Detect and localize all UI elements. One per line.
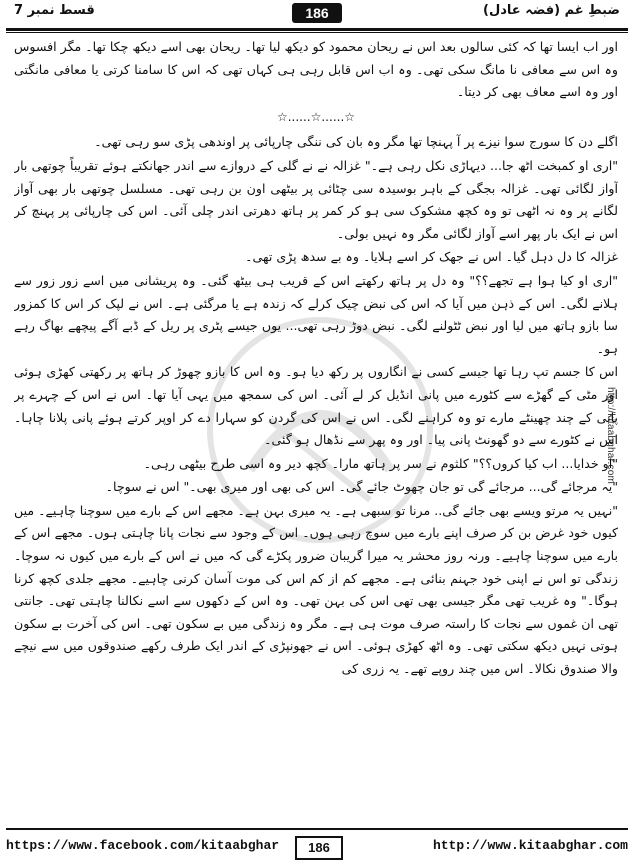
- paragraph: "او خدایا... اب کیا کروں؟؟" کلثوم نے سر پر ہاتھ مارا۔ کچھ دیر وہ اسی طرح بیٹھی رہی۔: [143, 455, 618, 471]
- paragraph: اس کا جسم تپ رہا تھا جیسے کسی نے انگاروں پر رکھ دیا ہو۔ وہ اس کا بازو چھوڑ کر ہاتھ پر رکھتی کھڑی ہوئی اور مٹی کے گھڑے سے کٹورے میں پانی انڈیل کر لے آئی۔ اس کی سمجھ میں یہی آیا تھا۔ اس نے اس کے چہرے پر پانی کے چند چھینٹے مارے تو وہ کراہنے لگی۔ اس نے اس کی گردن کو سہارا دے کر اوپر کرتے ہوئے پانی پلانا چاہا۔ اس نے کٹورے سے دو گھونٹ پانی پیا۔ اور وہ پھر سے نڈھال ہو گئی۔: [14, 364, 618, 448]
- page-header: [0, 0, 634, 26]
- episode-label: قسط نمبر 7: [14, 3, 95, 18]
- paragraph: اور اب ایسا تھا کہ کئی سالوں بعد اس نے ریحان محمود کو دیکھ لیا تھا۔ ریحان بھی اسے دیکھ چکا تھا۔ مگر افسوس وہ اس سے معافی نا مانگ سکی تھی۔ وہ اب اس قابل رہی ہی کہاں تھی کہ اس کا سامنا کرتی یا معافی مانگتی اور وہ اسے معاف بھی کر دیتا۔: [14, 39, 618, 100]
- header-page-number: 186: [292, 3, 342, 23]
- paragraph: "یہ مرجائے گی... مرجائے گی تو جان چھوٹ جائے گی۔ اس کی بھی اور میری بھی۔" اس نے سوچا۔: [105, 479, 618, 495]
- page-footer: [0, 828, 634, 868]
- section-separator: ☆......☆......☆: [276, 109, 356, 124]
- footer-page-number: 186: [295, 836, 343, 860]
- novel-title: ضبطِ غم (فضہ عادل): [483, 3, 620, 18]
- paragraph: اگلے دن کا سورج سوا نیزے پر آ پہنچا تھا مگر وہ بان کی ننگی چارپائی پر اوندھی پڑی سو رہی تھی۔: [94, 134, 618, 150]
- paragraph: "نہیں یہ مرتو ویسے بھی جائے گی.. مرنا تو سبھی ہے۔ یہ میری بہن ہے۔ مجھے اس کے بارے میں سوچنا چاہیے۔ میں کیوں خود غرض بن کر صرف اپنے بارے میں سوچ رہی ہوں۔ اس کے وجود سے نجات پانا چاہتی ہوں۔ مجھے اس کے بارے میں سوچنا چاہیے۔ ورنہ روز محشر یہ میرا گریبان ضرور پکڑے گی کہ میں نے اس کے بارے میں کیوں نہ سوچا۔ زندگی تو اس نے اپنی خود جہنم بنائی ہے۔ مجھے کم از کم اس کی موت آسان کرنی چاہیے۔ مجھے جلدی کچھ کرنا ہوگا۔" وہ غریب تھی مگر جیسی بھی تھی اس کی بہن تھی۔ وہ اس کے دکھوں سے اسے نکالنا چاہتی تھی۔ جانتی تھی ان غموں سے نجات کا راستہ صرف موت ہی ہے۔ مگر وہ زندگی میں بے سکون تھی۔ اس کی آخرت بے سکون ہوتی نہیں دیکھ سکتی تھی۔ وہ اٹھ کھڑی ہوئی۔ اس نے جھونپڑی کے اندر ایک طرف رکھے صندوقوں میں سے نیچے والا صندوق نکالا۔ اس میں چند روپے تھے۔ یہ زری کی: [14, 502, 618, 677]
- paragraph: غزالہ کا دل دہل گیا۔ اس نے جھک کر اسے ہلایا۔ وہ بے سدھ پڑی تھی۔: [245, 249, 618, 265]
- right-margin-url: http://kitaabghar.com: [605, 386, 617, 485]
- paragraph: "اری او کمبخت اٹھ جا... دیہاڑی نکل رہی ہے۔" غزالہ نے نے گلی کے دروازے سے اندر جھانکتے ہوئے تقریباً چوتھی بار آواز لگائی تھی۔ غزالہ بجگی کے باہر بوسیدہ سی چٹائی پر بیٹھی اون بن رہی تھی۔ مسلسل چوتھی بار بھی آواز لگانے پر وہ نہ اٹھی تو وہ کچھ مشکوک سی ہو کر کمر پر ہاتھ دھرتی اندر چلی آئی۔ اس کی چارپائی پر پہنچ کر اس نے ایک بار پھر اسے آواز لگائی مگر وہ نہیں بولی۔: [14, 157, 618, 241]
- header-rule: [6, 28, 628, 31]
- footer-rule: [6, 828, 628, 830]
- header-rule-thin: [6, 32, 628, 33]
- paragraph: "اری او کیا ہوا ہے تجھے؟؟" وہ دل پر ہاتھ رکھتے اس کے قریب ہی بیٹھ گئی۔ وہ پریشانی میں اسے زور زور سے ہلانے لگی۔ اس کے ذہن میں آیا کہ اس کی نبض چیک کرلے کہ زندہ ہے یا مرگئی ہے۔ اس نے لپک کر اس کا کمزور سا بازو ہاتھ میں لیا اور نبض ٹٹولنے لگی۔ نبض دوڑ رہی تھی... یوں جیسے پٹری پر ریل کے ڈبے آگے پیچھے بھاگ رہے ہو۔: [14, 272, 618, 356]
- story-text: [14, 36, 618, 816]
- website-link[interactable]: http://www.kitaabghar.com: [432, 838, 628, 853]
- facebook-link[interactable]: https://www.facebook.com/kitaabghar: [6, 838, 280, 853]
